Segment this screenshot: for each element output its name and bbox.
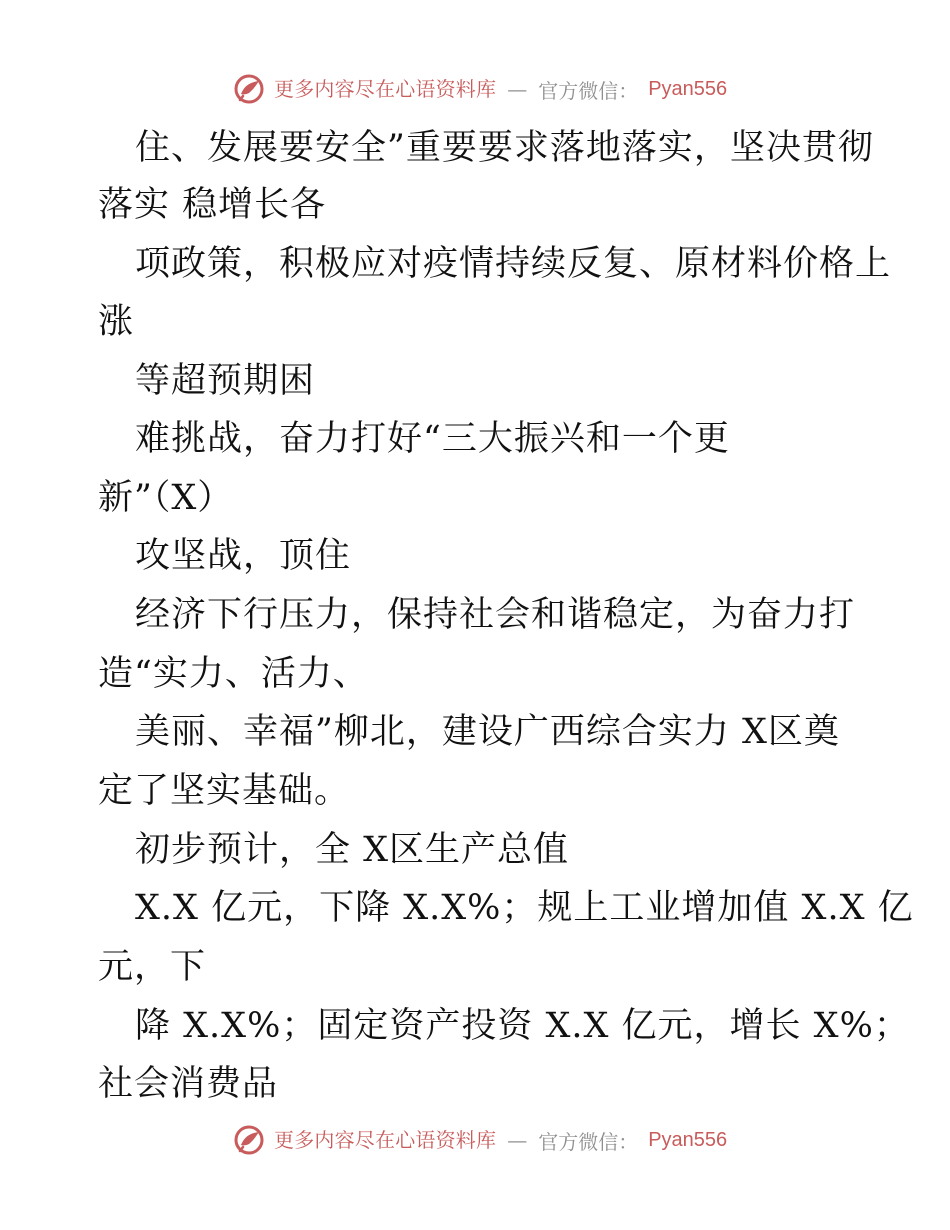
watermark-right-text: 官方微信：: [538, 1129, 639, 1154]
footer-watermark: [232, 1123, 727, 1157]
watermark-right-text: 官方微信：: [538, 78, 639, 103]
paragraph-line-14: X.X 亿元，下降 X.X%；规上工业增加值 X.X 亿: [135, 888, 914, 928]
paragraph-line-5: 等超预期困: [135, 361, 316, 401]
watermark-id: Pyan556: [648, 77, 728, 100]
paragraph-line-8: 攻坚战，顶住: [135, 536, 352, 576]
paragraph-line-3: 项政策，积极应对疫情持续反复、原材料价格上: [135, 244, 892, 284]
watermark-separator: —: [507, 77, 528, 101]
paragraph-line-6: 难挑战，奋力打好“三大振兴和一个更: [135, 419, 730, 459]
paragraph-line-2: 落实 稳增长各: [98, 185, 327, 225]
watermark-left-text: 更多内容尽在心语资料库: [274, 1128, 497, 1152]
paragraph-line-10: 造“实力、活力、: [98, 654, 369, 694]
paragraph-line-17: 社会消费品: [98, 1064, 279, 1104]
logo-icon: [232, 1123, 266, 1157]
watermark-left-text: 更多内容尽在心语资料库: [274, 77, 497, 101]
watermark-separator: —: [507, 1128, 528, 1152]
paragraph-line-13: 初步预计，全 X区生产总值: [135, 830, 570, 870]
paragraph-line-4: 涨: [98, 302, 135, 342]
paragraph-line-11: 美丽、幸福”柳北，建设广西综合实力 X区奠: [135, 712, 840, 752]
paragraph-line-16: 降 X.X%；固定资产投资 X.X 亿元，增长 X%；: [135, 1006, 910, 1046]
watermark-id: Pyan556: [648, 1128, 728, 1151]
paragraph-line-7: 新”（X）: [98, 478, 234, 518]
logo-icon: [232, 72, 266, 106]
paragraph-line-1: 住、发展要安全”重要要求落地落实，坚决贯彻: [135, 128, 874, 168]
paragraph-line-12: 定了坚实基础。: [98, 771, 351, 811]
header-watermark: [232, 72, 727, 106]
paragraph-line-15: 元，下: [98, 947, 207, 987]
paragraph-line-9: 经济下行压力，保持社会和谐稳定，为奋力打: [135, 595, 856, 635]
